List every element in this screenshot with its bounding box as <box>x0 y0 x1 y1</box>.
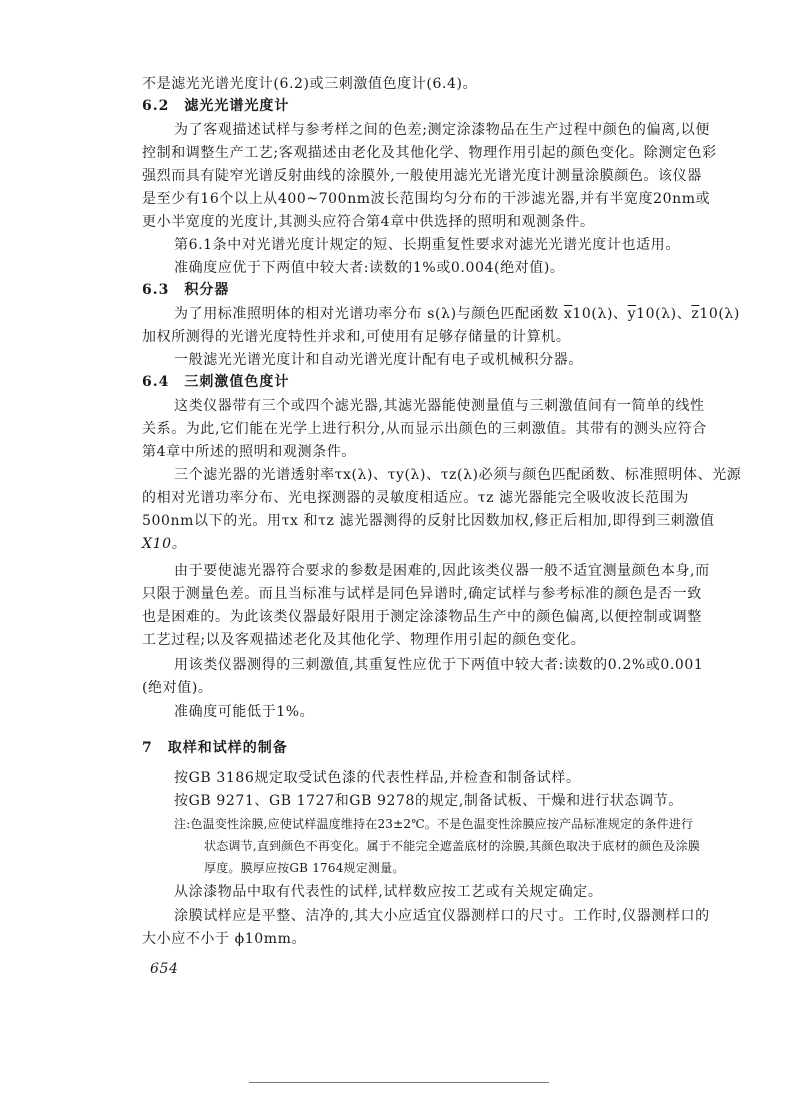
text-line: 控制和调整生产工艺;客观描述由老化及其他化学、物理作用引起的颜色变化。除测定色彩 <box>142 145 717 161</box>
text-line: 三个滤光器的光谱透射率τx(λ)、τy(λ)、τz(λ)必须与颜色匹配函数、标准照明体、光源 <box>174 467 742 483</box>
text-line: 只限于测量色差。而且当标准与试样是同色异谱时,确定试样与参考标准的颜色是否一致 <box>142 586 702 602</box>
text-line: 是至少有16个以上从400~700nm波长范围均匀分布的干涉滤光器,并有半宽度20nm或 <box>142 191 711 207</box>
text-line: 准确度可能低于1%。 <box>174 704 315 720</box>
section-heading-6-2: 6.2 滤光光谱光度计 <box>142 98 290 114</box>
text-line: (绝对值)。 <box>142 680 213 696</box>
text-line: 关系。为此,它们能在光学上进行积分,从而显示出颜色的三刺激值。其带有的测头应符合 <box>142 421 707 437</box>
text-line: 不是滤光光谱光度计(6.2)或三刺激值色度计(6.4)。 <box>142 76 478 92</box>
text-line: 的相对光谱功率分布、光电探测器的灵敏度相适应。τz 滤光器能完全吸收波长范围为 <box>142 490 689 506</box>
text-line: 第4章中所述的照明和观测条件。 <box>142 444 356 460</box>
text-line-formula: 为了用标准照明体的相对光谱功率分布 s(λ)与颜色匹配函数 $\overline{x}10(\lambda)$、$\overline{y}10(\lambda)$、$\overline{z}10(\lambda)$ <box>174 306 740 322</box>
text-line: 一般滤光光谱光度计和自动光谱光度计配有电子或机械积分器。 <box>174 352 583 368</box>
text-line: 为了客观描述试样与参考样之间的色差;测定涂漆物品在生产过程中颜色的偏离,以便 <box>174 122 710 138</box>
text-line: 工艺过程;以及客观描述老化及其他化学、物理作用引起的颜色变化。 <box>142 632 586 648</box>
text-line: 加权所测得的光谱光度特性并求和,可使用有足够存储量的计算机。 <box>142 329 571 345</box>
text-line: 也是困难的。为此该类仪器最好限用于测定涂漆物品生产中的颜色偏离,以便控制或调整 <box>142 609 702 625</box>
text-line: 由于要使滤光器符合要求的参数是困难的,因此该类仪器一般不适宜测量颜色本身,而 <box>174 563 710 579</box>
bottom-rule <box>249 1082 549 1083</box>
note-line: 注:色温变性涂膜,应使试样温度维持在23±2℃。不是色温变性涂膜应按产品标准规定的条件进行 <box>174 817 694 831</box>
section-heading-6-4: 6.4 三刺激值色度计 <box>142 374 290 390</box>
text-line: 按GB 9271、GB 1727和GB 9278的规定,制备试板、干燥和进行状态调节。 <box>174 793 683 809</box>
text-line: 500nm以下的光。用τx 和τz 滤光器测得的反射比因数加权,修正后相加,即得到三刺激值 <box>142 513 715 529</box>
text-line: 第6.1条中对光谱光度计规定的短、长期重复性要求对滤光光谱光度计也适用。 <box>174 237 680 253</box>
text-line: 用该类仪器测得的三刺激值,其重复性应优于下两值中较大者:读数的0.2%或0.001 <box>174 657 704 673</box>
section-heading-6-3: 6.3 积分器 <box>142 282 230 298</box>
text-line: 从涂漆物品中取有代表性的试样,试样数应按工艺或有关规定确定。 <box>174 884 603 900</box>
text-line: 准确度应优于下两值中较大者:读数的1%或0.004(绝对值)。 <box>174 260 565 276</box>
text-line: 按GB 3186规定取受试色漆的代表性样品,并检查和制备试样。 <box>174 770 581 786</box>
section-heading-7: 7 取样和试样的制备 <box>142 740 288 756</box>
note-line: 状态调节,直到颜色不再变化。属于不能完全遮盖底材的涂膜,其颜色取决于底材的颜色及涂膜 <box>204 839 701 853</box>
text-line: 强烈而具有陡窄光谱反射曲线的涂膜外,一般使用滤光光谱光度计测量涂膜颜色。该仪器 <box>142 168 702 184</box>
text-line: X10。 <box>142 536 187 552</box>
text-line: 大小应不小于 ϕ10mm。 <box>142 931 307 947</box>
text-line: 更小半宽度的光度计,其测头应符合第4章中供选择的照明和观测条件。 <box>142 214 595 230</box>
text-line: 这类仪器带有三个或四个滤光器,其滤光器能使测量值与三刺激值间有一简单的线性 <box>174 398 705 414</box>
note-line: 厚度。膜厚应按GB 1764规定测量。 <box>204 861 405 875</box>
text-line: 涂膜试样应是平整、洁净的,其大小应适宜仪器测样口的尺寸。工作时,仪器测样口的 <box>174 908 710 924</box>
page-number: 654 <box>150 961 179 977</box>
